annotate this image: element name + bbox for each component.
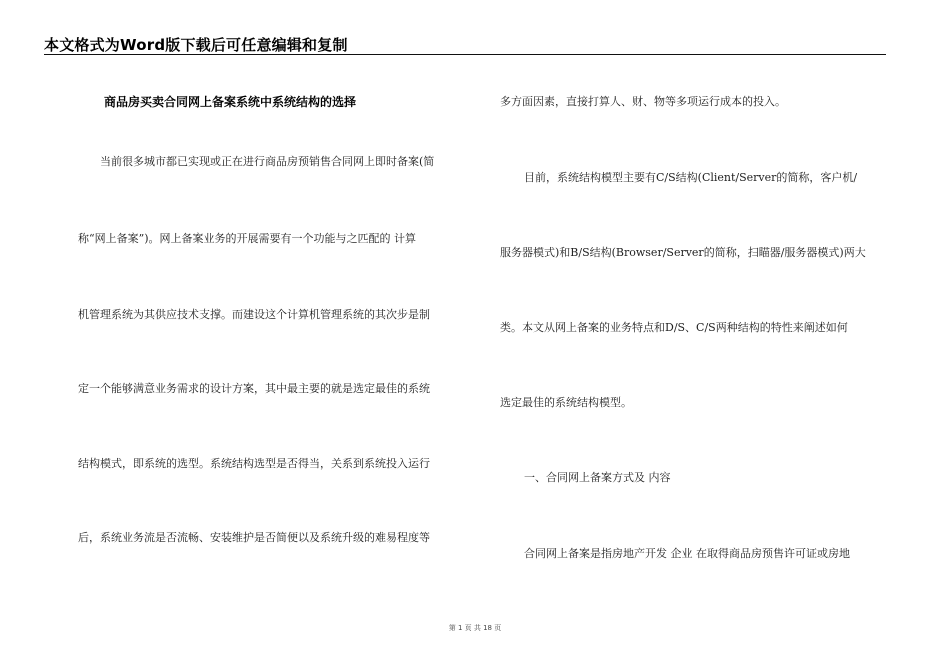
paragraph-line: 多方面因素，直接打算人、财、物等多项运行成本的投入。 xyxy=(500,95,786,108)
page-number: 第 1 页 共 18 页 xyxy=(448,624,502,632)
paragraph-line: 选定最佳的系统结构模型。 xyxy=(500,396,632,409)
document-title: 商品房买卖合同网上备案系统中系统结构的选择 xyxy=(104,95,357,109)
paragraph-line: 后，系统业务流是否流畅、安装维护是否简便以及系统升级的难易程度等 xyxy=(78,531,430,544)
paragraph-line: 当前很多城市都已实现或正在进行商品房预销售合同网上即时备案(简 xyxy=(100,155,435,168)
header-title: 本文格式为Word版下载后可任意编辑和复制 xyxy=(44,36,348,54)
section-heading: 一、合同网上备案方式及 内容 xyxy=(524,471,671,484)
paragraph-line: 定一个能够满意业务需求的设计方案，其中最主要的就是选定最佳的系统 xyxy=(78,382,430,395)
paragraph-line: 称“网上备案”)。网上备案业务的开展需要有一个功能与之匹配的 计算 xyxy=(78,232,417,245)
paragraph-line: 服务器模式)和B/S结构(Browser/Server的简称，扫瞄器/服务器模式)两大 xyxy=(500,246,866,259)
paragraph-line: 类。本文从网上备案的业务特点和D/S、C/S两种结构的特性来阐述如何 xyxy=(500,321,848,334)
paragraph-line: 目前，系统结构模型主要有C/S结构(Client/Server的简称，客户机/ xyxy=(524,171,858,184)
paragraph-line: 合同网上备案是指房地产开发 企业 在取得商品房预售许可证或房地 xyxy=(524,547,850,560)
paragraph-line: 结构模式，即系统的选型。系统结构选型是否得当，关系到系统投入运行 xyxy=(78,457,430,470)
paragraph-line: 机管理系统为其供应技术支撑。而建设这个计算机管理系统的其次步是制 xyxy=(78,308,430,321)
header-divider xyxy=(44,54,886,55)
